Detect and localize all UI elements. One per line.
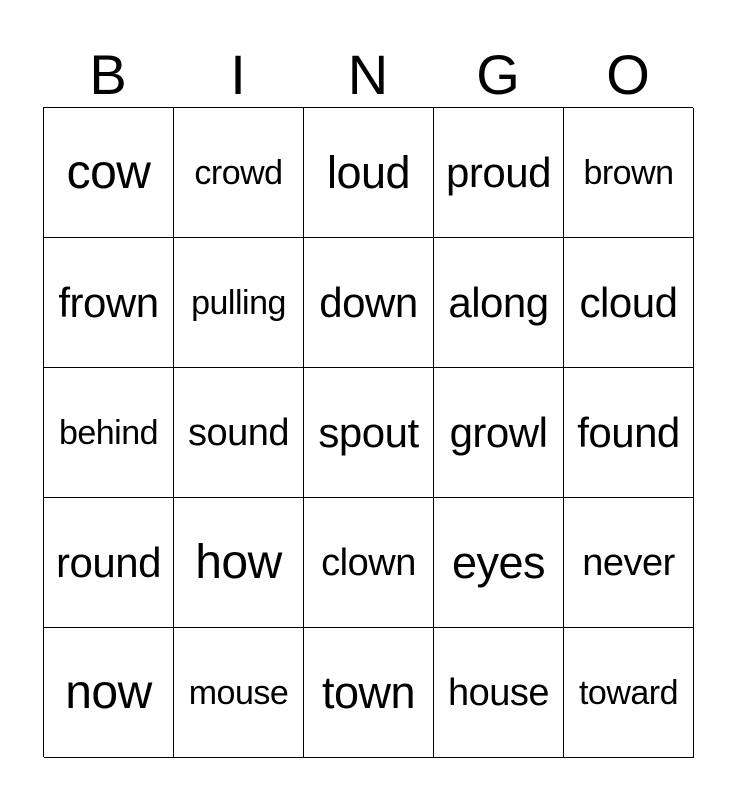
bingo-header [43, 44, 693, 106]
bingo-cell[interactable]: pulling [174, 238, 304, 368]
bingo-cell[interactable]: mouse [174, 628, 304, 758]
bingo-cell[interactable]: house [434, 628, 564, 758]
bingo-board [43, 107, 693, 757]
bingo-cell[interactable]: sound [174, 368, 304, 498]
bingo-cell[interactable]: growl [434, 368, 564, 498]
bingo-cell[interactable]: eyes [434, 498, 564, 628]
bingo-cell[interactable]: along [434, 238, 564, 368]
bingo-cell[interactable]: cow [44, 108, 174, 238]
header-letter-b: B [89, 43, 127, 106]
bingo-cell[interactable]: round [44, 498, 174, 628]
bingo-cell[interactable]: behind [44, 368, 174, 498]
bingo-cell[interactable]: clown [304, 498, 434, 628]
bingo-cell[interactable]: never [564, 498, 694, 628]
header-letter-g: G [476, 43, 520, 106]
bingo-cell[interactable]: down [304, 238, 434, 368]
header-letter-i: I [230, 43, 246, 106]
bingo-cell[interactable]: crowd [174, 108, 304, 238]
bingo-cell[interactable]: loud [304, 108, 434, 238]
bingo-cell[interactable]: toward [564, 628, 694, 758]
bingo-cell[interactable]: proud [434, 108, 564, 238]
bingo-cell[interactable]: how [174, 498, 304, 628]
header-letter-n: N [347, 43, 389, 106]
bingo-cell[interactable]: spout [304, 368, 434, 498]
bingo-cell[interactable]: cloud [564, 238, 694, 368]
bingo-cell[interactable]: brown [564, 108, 694, 238]
header-letter-o: O [606, 43, 650, 106]
bingo-cell[interactable]: found [564, 368, 694, 498]
bingo-cell[interactable]: frown [44, 238, 174, 368]
bingo-cell[interactable]: town [304, 628, 434, 758]
bingo-cell[interactable]: now [44, 628, 174, 758]
